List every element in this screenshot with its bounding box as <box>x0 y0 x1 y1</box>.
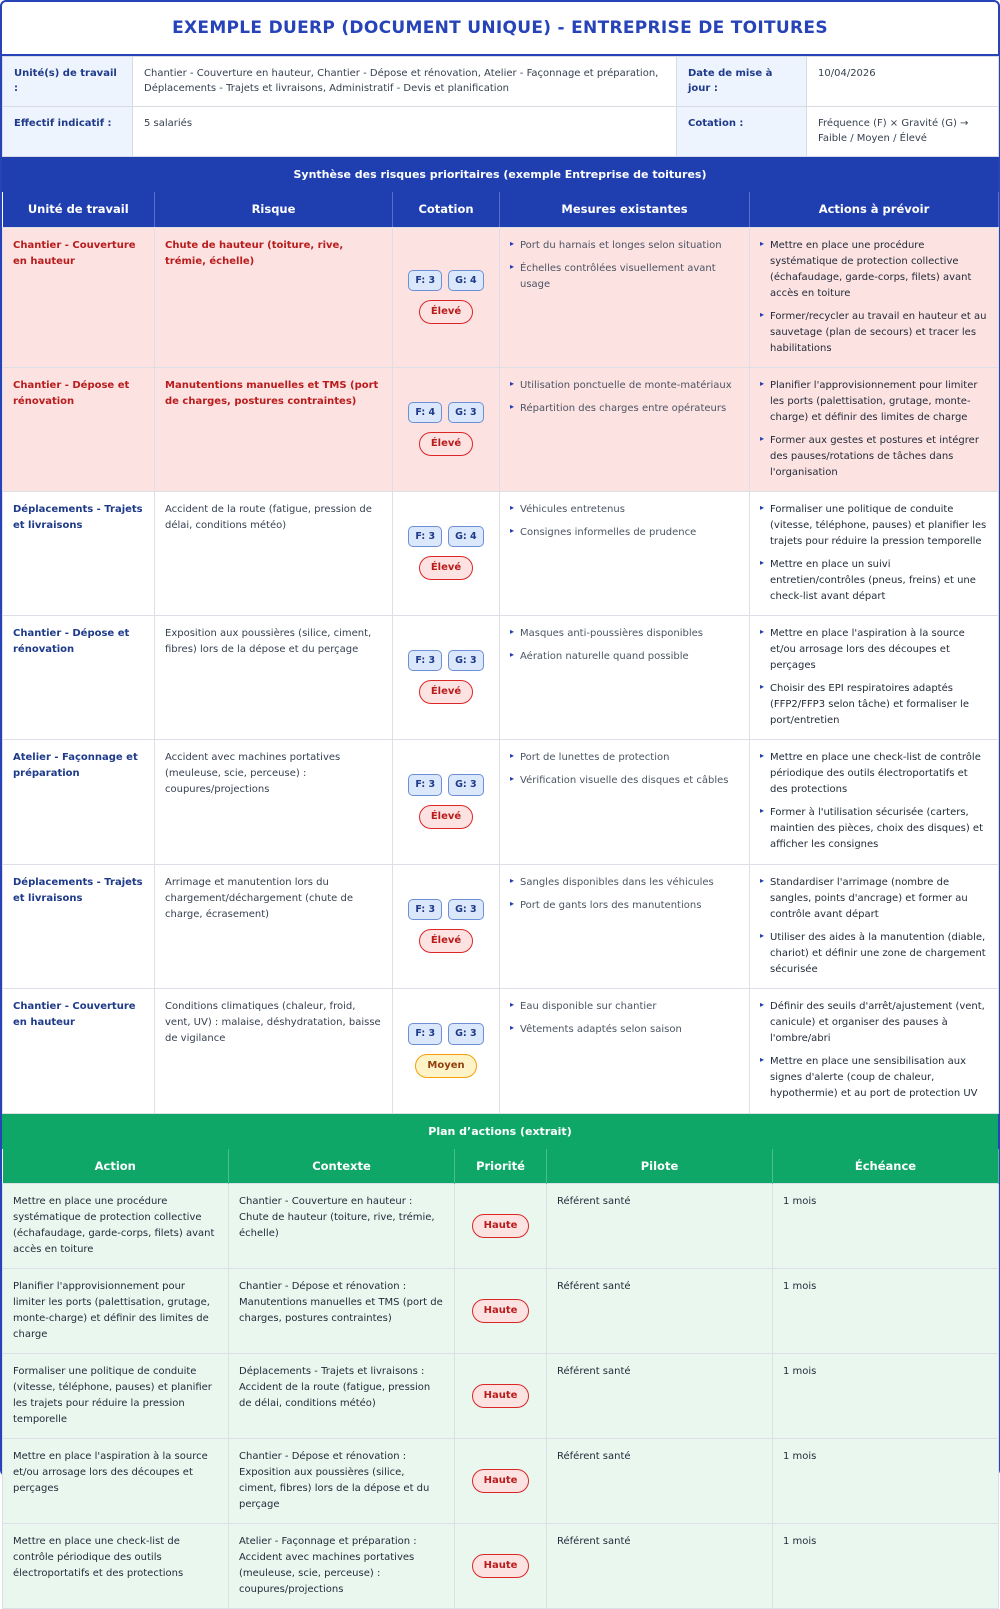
plan-action: Formaliser une politique de conduite (vitesse, téléphone, pauses) et planifier les trajets pour réduire la pression temporelle <box>3 1354 229 1439</box>
action-item: ▸ Mettre en place une check-list de contrôle périodique des outils électroportatifs et des protections <box>760 750 988 798</box>
frequency-chip: F: 4 <box>408 402 442 423</box>
measure-item: ▸ Sangles disponibles dans les véhicules <box>510 875 739 891</box>
priority-badge: Haute <box>472 1554 530 1578</box>
effectif-value: 5 salariés <box>133 107 677 157</box>
risk-row <box>3 615 999 739</box>
gravity-chip: G: 3 <box>448 402 484 423</box>
frequency-chip: F: 3 <box>408 1023 442 1044</box>
plan-row <box>3 1184 999 1269</box>
gravity-chip: G: 4 <box>448 270 484 291</box>
gravity-chip: G: 3 <box>448 774 484 795</box>
priority-badge: Haute <box>472 1214 530 1238</box>
risk-unit: Chantier - Dépose et rénovation <box>3 615 155 739</box>
frequency-chip: F: 3 <box>408 526 442 547</box>
action-item: ▸ Former aux gestes et postures et intégrer des pauses/rotations de tâches dans l'organisation <box>760 433 988 481</box>
plan-deadline: 1 mois <box>773 1354 999 1439</box>
cotation-value: Fréquence (F) × Gravité (G) → Faible / Moyen / Élevé <box>807 107 999 157</box>
action-item: ▸ Mettre en place un suivi entretien/contrôles (pneus, freins) et une check-list avant départ <box>760 557 988 605</box>
risk-cotation <box>393 227 500 367</box>
plan-priority <box>455 1184 547 1269</box>
measure-item: ▸ Masques anti-poussières disponibles <box>510 626 739 642</box>
measure-item: ▸ Utilisation ponctuelle de monte-matériaux <box>510 378 739 394</box>
plan-row <box>3 1354 999 1439</box>
measure-item: ▸ Eau disponible sur chantier <box>510 999 739 1015</box>
col-echeance: Échéance <box>773 1149 999 1184</box>
col-actions: Actions à prévoir <box>750 192 999 227</box>
risk-table <box>2 192 999 1114</box>
measure-item: ▸ Aération naturelle quand possible <box>510 649 739 665</box>
plan-context: Chantier - Couverture en hauteur : Chute de hauteur (toiture, rive, trémie, échelle) <box>229 1184 455 1269</box>
col-action: Action <box>3 1149 229 1184</box>
plan-pilot: Référent santé <box>547 1354 773 1439</box>
risk-cotation <box>393 988 500 1113</box>
plan-priority <box>455 1524 547 1609</box>
risk-row <box>3 988 999 1113</box>
existing-measures <box>500 227 750 367</box>
risk-level-badge: Élevé <box>419 929 473 953</box>
risk-level-badge: Élevé <box>419 680 473 704</box>
measure-item: ▸ Consignes informelles de prudence <box>510 525 739 541</box>
existing-measures <box>500 491 750 615</box>
existing-measures <box>500 367 750 491</box>
risk-row <box>3 491 999 615</box>
plan-heading: Plan d’actions (extrait) <box>2 1114 998 1149</box>
existing-measures <box>500 615 750 739</box>
cotation-label: Cotation : <box>677 107 807 157</box>
planned-actions <box>750 615 999 739</box>
synthese-heading: Synthèse des risques prioritaires (exemple Entreprise de toitures) <box>2 157 998 192</box>
action-item: ▸ Former/recycler au travail en hauteur et au sauvetage (plan de secours) et tracer les habilitations <box>760 309 988 357</box>
plan-table-header <box>3 1149 999 1184</box>
planned-actions <box>750 864 999 988</box>
plan-action: Mettre en place une check-list de contrôle périodique des outils électroportatifs et des protections <box>3 1524 229 1609</box>
action-item: ▸ Mettre en place une sensibilisation aux signes d'alerte (coup de chaleur, hypothermie) et au port de protection UV <box>760 1054 988 1102</box>
plan-deadline: 1 mois <box>773 1269 999 1354</box>
measure-item: ▸ Véhicules entretenus <box>510 502 739 518</box>
planned-actions <box>750 988 999 1113</box>
planned-actions <box>750 367 999 491</box>
plan-context: Atelier - Façonnage et préparation : Accident avec machines portatives (meuleuse, scie, perceuse) : coupures/projections <box>229 1524 455 1609</box>
action-item: ▸ Définir des seuils d'arrêt/ajustement (vent, canicule) et organiser des pauses à l'ombre/abri <box>760 999 988 1047</box>
risk-level-badge: Moyen <box>415 1054 476 1078</box>
plan-row <box>3 1439 999 1524</box>
risk-level-badge: Élevé <box>419 432 473 456</box>
plan-pilot: Référent santé <box>547 1439 773 1524</box>
plan-pilot: Référent santé <box>547 1269 773 1354</box>
risk-level-badge: Élevé <box>419 556 473 580</box>
risk-cotation <box>393 615 500 739</box>
measure-item: ▸ Port du harnais et longes selon situation <box>510 238 739 254</box>
plan-priority <box>455 1269 547 1354</box>
risk-name: Chute de hauteur (toiture, rive, trémie, échelle) <box>155 227 393 367</box>
plan-context: Déplacements - Trajets et livraisons : Accident de la route (fatigue, pression de délai, conditions météo) <box>229 1354 455 1439</box>
priority-badge: Haute <box>472 1469 530 1493</box>
plan-priority <box>455 1439 547 1524</box>
risk-name: Conditions climatiques (chaleur, froid, vent, UV) : malaise, déshydratation, baisse de vigilance <box>155 988 393 1113</box>
action-item: ▸ Choisir des EPI respiratoires adaptés (FFP2/FFP3 selon tâche) et formaliser le port/entretien <box>760 681 988 729</box>
plan-action: Mettre en place l'aspiration à la source et/ou arrosage lors des découpes et perçages <box>3 1439 229 1524</box>
plan-deadline: 1 mois <box>773 1184 999 1269</box>
action-item: ▸ Standardiser l'arrimage (nombre de sangles, points d'ancrage) et former au contrôle avant départ <box>760 875 988 923</box>
gravity-chip: G: 3 <box>448 650 484 671</box>
planned-actions <box>750 739 999 864</box>
col-mesures: Mesures existantes <box>500 192 750 227</box>
plan-context: Chantier - Dépose et rénovation : Exposition aux poussières (silice, ciment, fibres) lors de la dépose et du perçage <box>229 1439 455 1524</box>
col-unite: Unité de travail <box>3 192 155 227</box>
risk-row <box>3 227 999 367</box>
risk-cotation <box>393 367 500 491</box>
plan-pilot: Référent santé <box>547 1184 773 1269</box>
existing-measures <box>500 988 750 1113</box>
risk-cotation <box>393 491 500 615</box>
action-item: ▸ Utiliser des aides à la manutention (diable, chariot) et définir une zone de chargement sécurisée <box>760 930 988 978</box>
plan-priority <box>455 1354 547 1439</box>
col-pilote: Pilote <box>547 1149 773 1184</box>
effectif-label: Effectif indicatif : <box>3 107 133 157</box>
info-table <box>2 56 999 157</box>
risk-name: Exposition aux poussières (silice, ciment, fibres) lors de la dépose et du perçage <box>155 615 393 739</box>
frequency-chip: F: 3 <box>408 774 442 795</box>
date-label: Date de mise à jour : <box>677 57 807 107</box>
measure-item: ▸ Vérification visuelle des disques et câbles <box>510 773 739 789</box>
risk-name: Accident avec machines portatives (meuleuse, scie, perceuse) : coupures/projections <box>155 739 393 864</box>
priority-badge: Haute <box>472 1299 530 1323</box>
document-title-bar <box>2 2 998 56</box>
risk-table-header <box>3 192 999 227</box>
plan-row <box>3 1524 999 1609</box>
plan-action: Mettre en place une procédure systématique de protection collective (échafaudage, garde-corps, filets) avant accès en toiture <box>3 1184 229 1269</box>
frequency-chip: F: 3 <box>408 270 442 291</box>
col-cotation: Cotation <box>393 192 500 227</box>
action-item: ▸ Mettre en place l'aspiration à la source et/ou arrosage lors des découpes et perçages <box>760 626 988 674</box>
plan-action: Planifier l'approvisionnement pour limiter les ports (palettisation, grutage, monte-charge) et définir des limites de charge <box>3 1269 229 1354</box>
action-item: ▸ Mettre en place une procédure systématique de protection collective (échafaudage, garde-corps, filets) avant accès en toiture <box>760 238 988 302</box>
risk-name: Arrimage et manutention lors du chargement/déchargement (chute de charge, écrasement) <box>155 864 393 988</box>
measure-item: ▸ Répartition des charges entre opérateurs <box>510 401 739 417</box>
gravity-chip: G: 3 <box>448 899 484 920</box>
plan-context: Chantier - Dépose et rénovation : Manutentions manuelles et TMS (port de charges, postures contraintes) <box>229 1269 455 1354</box>
col-contexte: Contexte <box>229 1149 455 1184</box>
risk-unit: Chantier - Couverture en hauteur <box>3 988 155 1113</box>
action-item: ▸ Former à l'utilisation sécurisée (carters, maintien des pièces, choix des disques) et afficher les consignes <box>760 805 988 853</box>
document-title: EXEMPLE DUERP (DOCUMENT UNIQUE) - ENTREPRISE DE TOITURES <box>172 18 828 38</box>
frequency-chip: F: 3 <box>408 899 442 920</box>
risk-unit: Chantier - Couverture en hauteur <box>3 227 155 367</box>
risk-name: Accident de la route (fatigue, pression de délai, conditions météo) <box>155 491 393 615</box>
priority-badge: Haute <box>472 1384 530 1408</box>
plan-deadline: 1 mois <box>773 1524 999 1609</box>
existing-measures <box>500 864 750 988</box>
risk-unit: Déplacements - Trajets et livraisons <box>3 491 155 615</box>
risk-row <box>3 864 999 988</box>
risk-unit: Déplacements - Trajets et livraisons <box>3 864 155 988</box>
planned-actions <box>750 227 999 367</box>
units-label: Unité(s) de travail : <box>3 57 133 107</box>
risk-row <box>3 367 999 491</box>
measure-item: ▸ Échelles contrôlées visuellement avant usage <box>510 261 739 293</box>
measure-item: ▸ Port de gants lors des manutentions <box>510 898 739 914</box>
plan-deadline: 1 mois <box>773 1439 999 1524</box>
planned-actions <box>750 491 999 615</box>
units-value: Chantier - Couverture en hauteur, Chantier - Dépose et rénovation, Atelier - Façonnage et préparation, Déplacements - Trajets et livraisons, Administratif - Devis et planification <box>133 57 677 107</box>
gravity-chip: G: 3 <box>448 1023 484 1044</box>
risk-level-badge: Élevé <box>419 300 473 324</box>
action-item: ▸ Planifier l'approvisionnement pour limiter les ports (palettisation, grutage, monte-charge) et définir des limites de charge <box>760 378 988 426</box>
risk-cotation <box>393 739 500 864</box>
risk-level-badge: Élevé <box>419 805 473 829</box>
measure-item: ▸ Port de lunettes de protection <box>510 750 739 766</box>
risk-unit: Chantier - Dépose et rénovation <box>3 367 155 491</box>
risk-unit: Atelier - Façonnage et préparation <box>3 739 155 864</box>
action-item: ▸ Formaliser une politique de conduite (vitesse, téléphone, pauses) et planifier les trajets pour réduire la pression temporelle <box>760 502 988 550</box>
col-risque: Risque <box>155 192 393 227</box>
risk-name: Manutentions manuelles et TMS (port de charges, postures contraintes) <box>155 367 393 491</box>
plan-table <box>2 1149 999 1609</box>
risk-row <box>3 739 999 864</box>
gravity-chip: G: 4 <box>448 526 484 547</box>
risk-cotation <box>393 864 500 988</box>
plan-row <box>3 1269 999 1354</box>
col-priorite: Priorité <box>455 1149 547 1184</box>
measure-item: ▸ Vêtements adaptés selon saison <box>510 1022 739 1038</box>
plan-pilot: Référent santé <box>547 1524 773 1609</box>
date-value: 10/04/2026 <box>807 57 999 107</box>
frequency-chip: F: 3 <box>408 650 442 671</box>
existing-measures <box>500 739 750 864</box>
